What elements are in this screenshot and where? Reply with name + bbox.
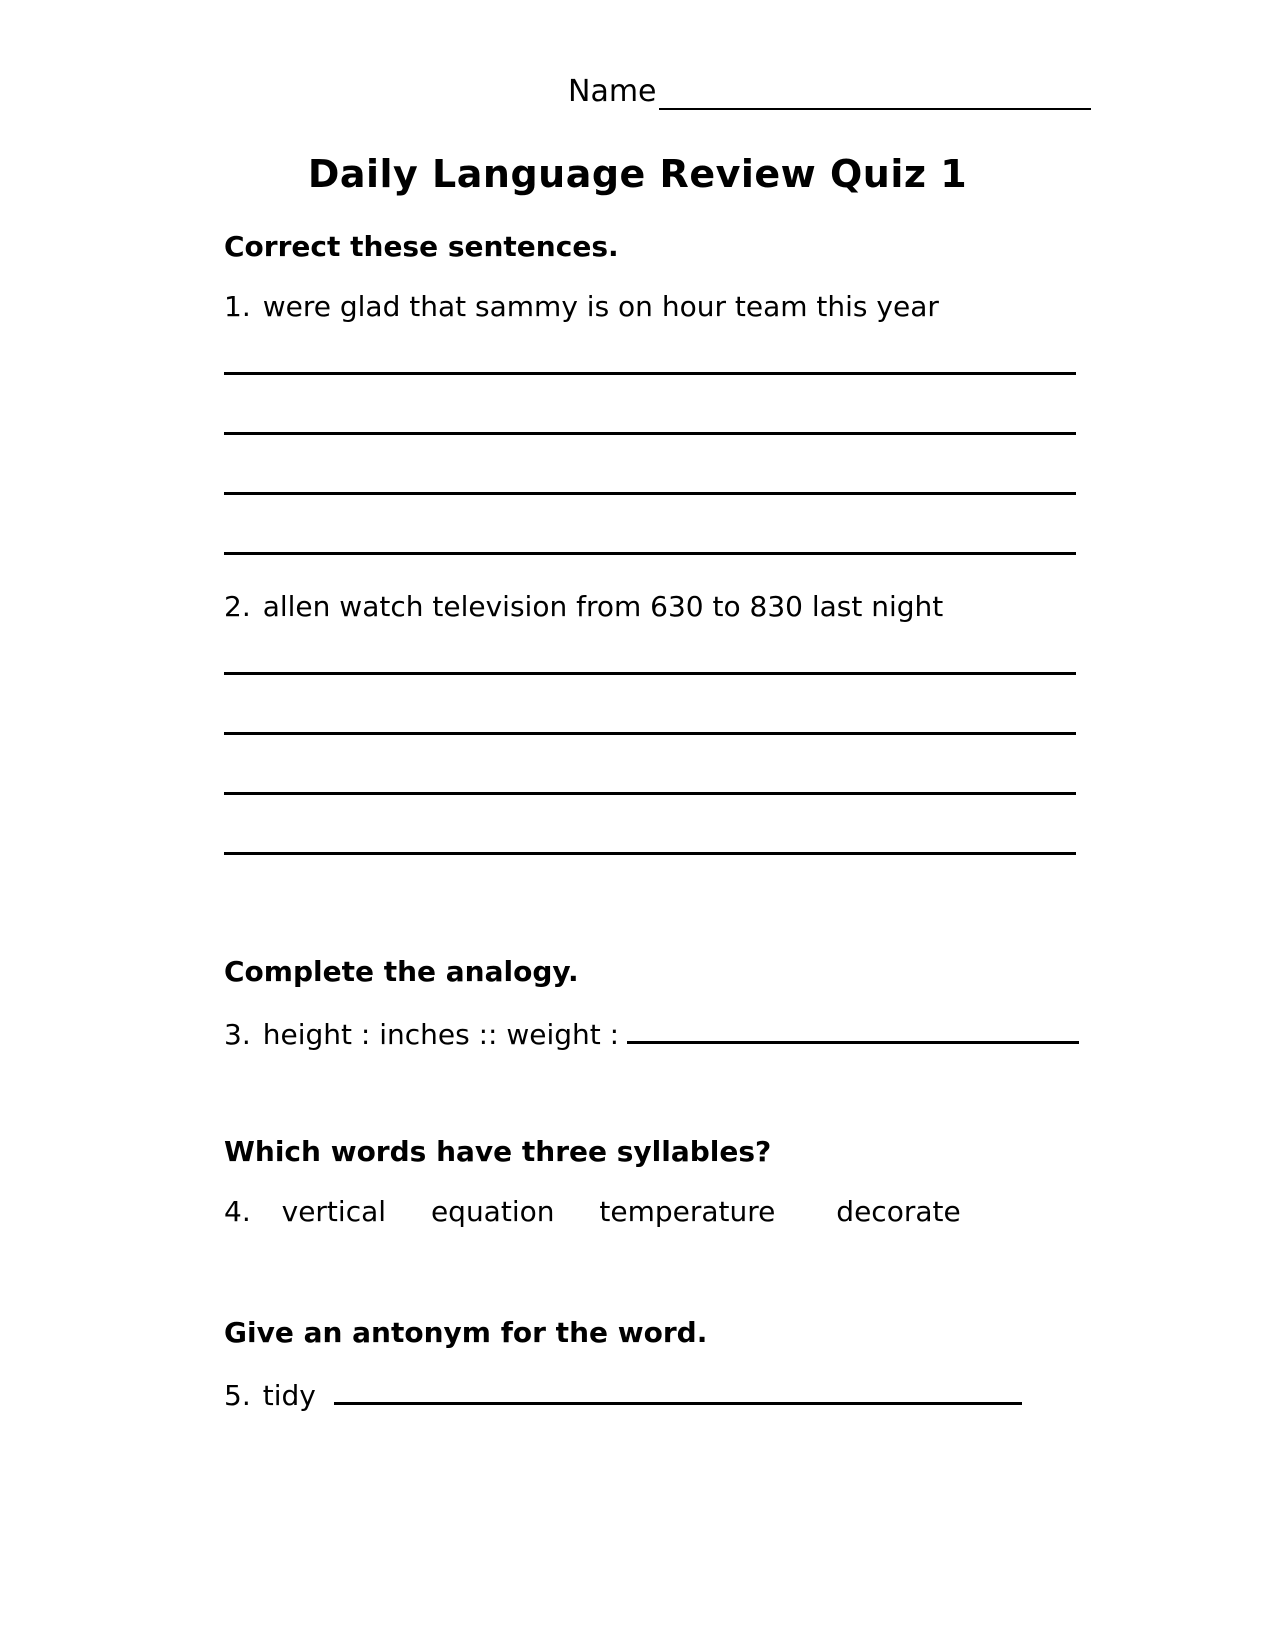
name-blank[interactable] (659, 80, 1091, 110)
answer-line-q2-2[interactable] (224, 732, 1076, 735)
page-title: Daily Language Review Quiz 1 (307, 152, 968, 196)
question-3-text: height : inches :: weight : (262, 1018, 620, 1051)
question-5-number: 5. (224, 1379, 251, 1412)
word-option[interactable]: decorate (836, 1195, 961, 1228)
section-heading-correct: Correct these sentences. (224, 230, 619, 263)
answer-line-q1-3[interactable] (224, 492, 1076, 495)
answer-line-q2-3[interactable] (224, 792, 1076, 795)
word-option[interactable]: temperature (599, 1195, 776, 1228)
section-heading-antonym: Give an antonym for the word. (224, 1316, 708, 1349)
question-3-number: 3. (224, 1018, 251, 1051)
section-heading-syllables: Which words have three syllables? (224, 1135, 772, 1168)
antonym-answer-blank[interactable] (334, 1376, 1022, 1405)
question-4-number: 4. (224, 1195, 251, 1228)
question-5-text: tidy (262, 1379, 316, 1412)
answer-line-q2-4[interactable] (224, 852, 1076, 855)
answer-line-q2-1[interactable] (224, 672, 1076, 675)
analogy-answer-blank[interactable] (627, 1015, 1079, 1044)
name-label: Name (568, 74, 657, 109)
question-1-text: were glad that sammy is on hour team this year (262, 290, 939, 323)
question-1 (224, 290, 939, 324)
word-option[interactable]: equation (430, 1195, 555, 1228)
question-2-number: 2. (224, 590, 251, 623)
word-option[interactable]: vertical (281, 1195, 387, 1228)
question-3 (224, 1015, 1079, 1052)
answer-line-q1-2[interactable] (224, 432, 1076, 435)
question-2 (224, 590, 943, 624)
name-field-row (568, 74, 1091, 110)
answer-line-q1-1[interactable] (224, 372, 1076, 375)
answer-line-q1-4[interactable] (224, 552, 1076, 555)
question-5 (224, 1376, 1022, 1413)
question-2-text: allen watch television from 630 to 830 last night (262, 590, 944, 623)
question-1-number: 1. (224, 290, 251, 323)
section-heading-analogy: Complete the analogy. (224, 955, 579, 988)
question-4 (224, 1195, 961, 1229)
